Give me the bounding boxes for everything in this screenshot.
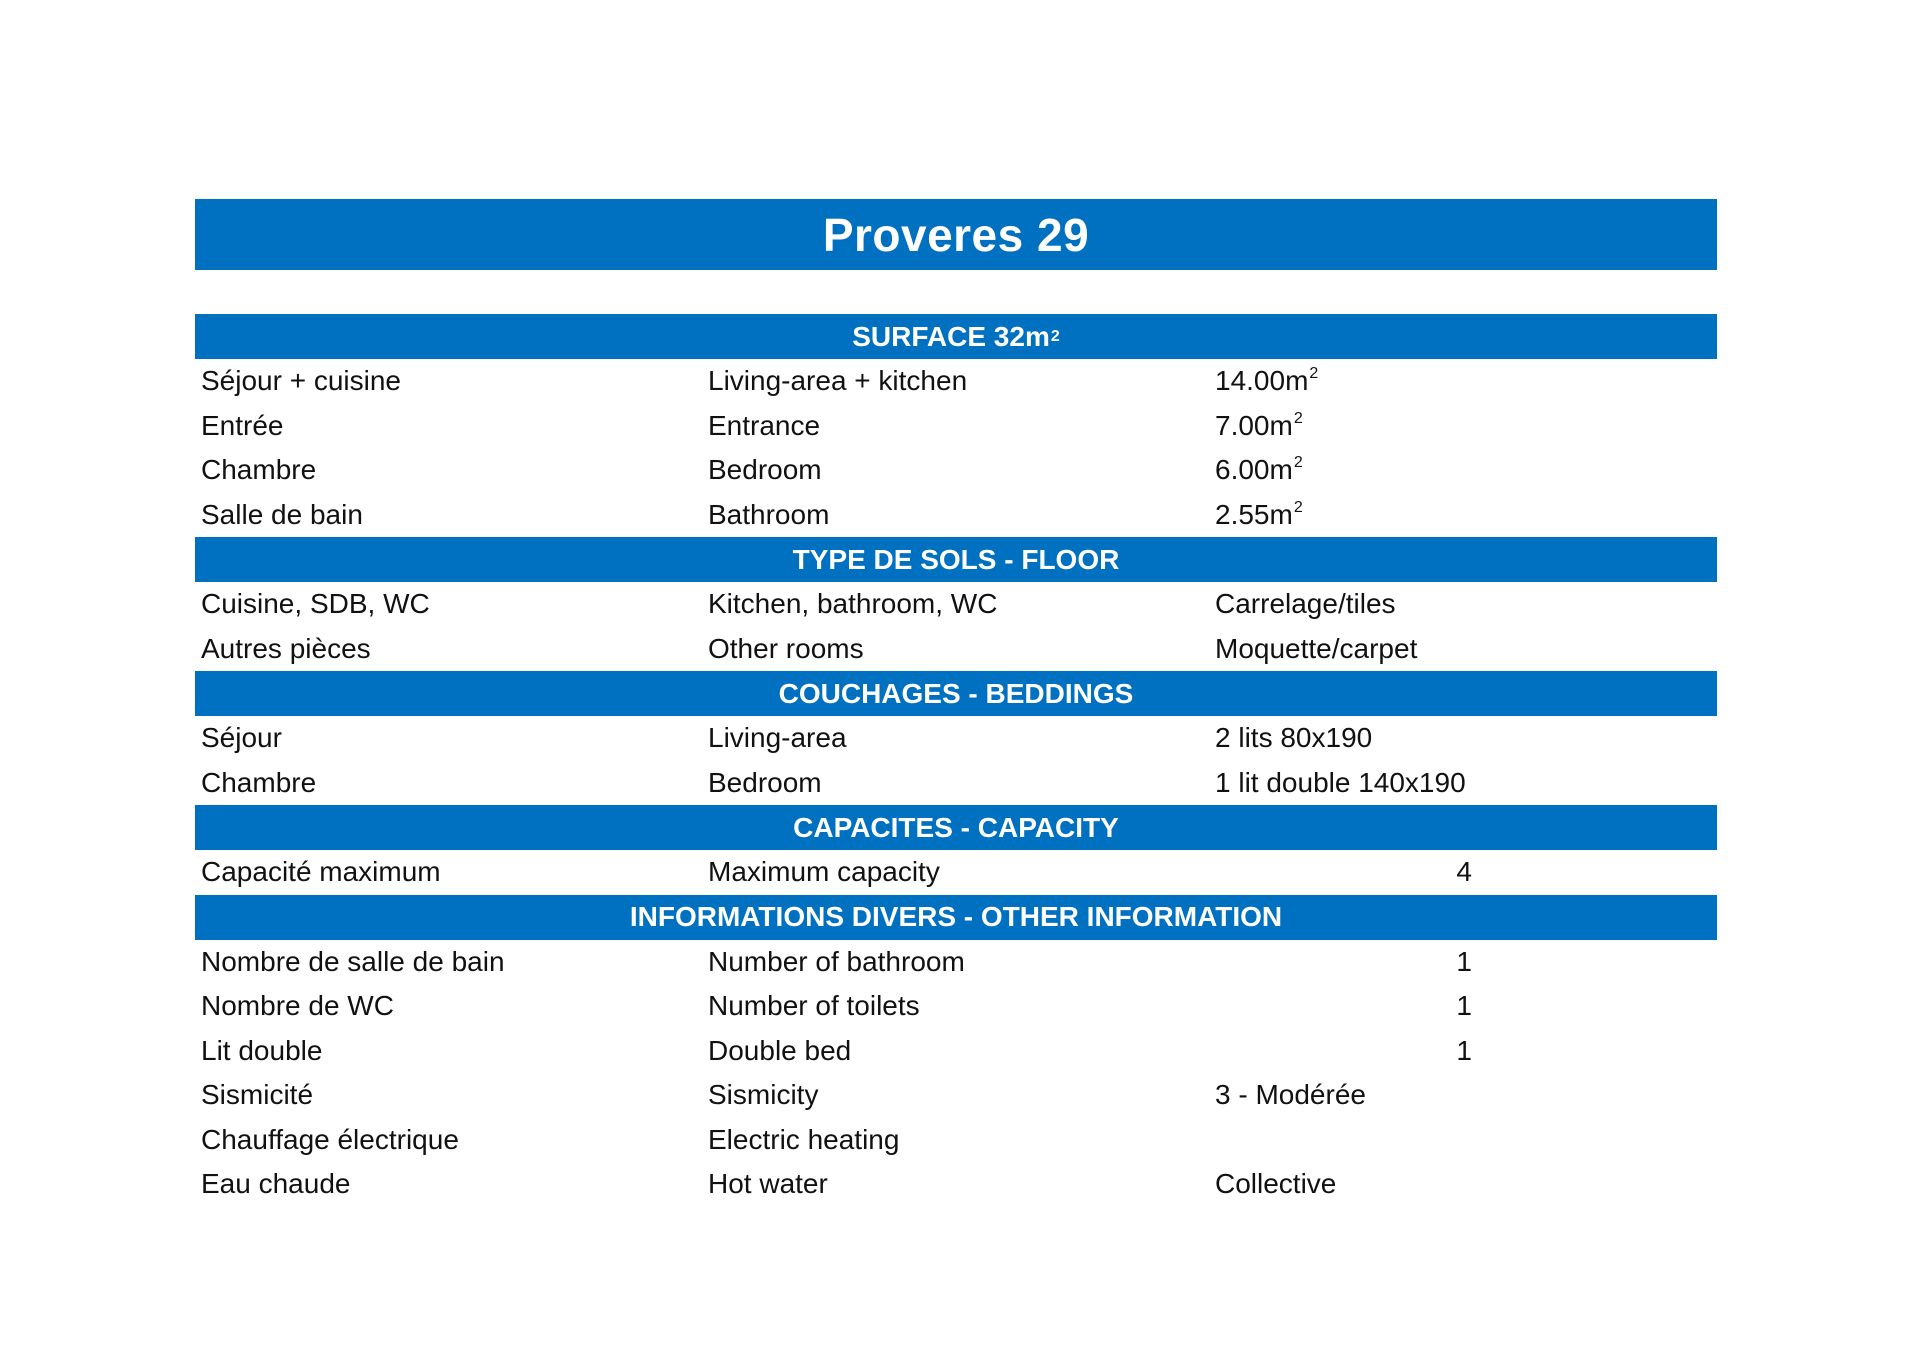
label-en: Living-area + kitchen <box>708 365 968 397</box>
label-en: Sismicity <box>708 1079 819 1111</box>
table-row <box>195 582 1717 627</box>
section-heading-text: COUCHAGES - BEDDINGS <box>778 677 1134 709</box>
value-cell <box>1209 410 1717 442</box>
value-text: 1 <box>1456 990 1472 1022</box>
value-cell <box>1209 1168 1717 1200</box>
section-heading-text: INFORMATIONS DIVERS - OTHER INFORMATION <box>629 901 1283 932</box>
section-heading <box>195 805 1717 850</box>
label-en: Bathroom <box>708 498 830 530</box>
label-en: Electric heating <box>708 1123 900 1155</box>
value-text: 14.00m <box>1215 365 1309 397</box>
label-fr: Chambre <box>201 766 317 798</box>
section-heading <box>195 537 1717 582</box>
unit-superscript: 2 <box>1293 498 1303 516</box>
section-heading <box>195 314 1717 359</box>
table-row <box>195 1118 1717 1163</box>
title-spacer <box>195 270 1717 314</box>
value-cell <box>1209 767 1717 799</box>
table-row <box>195 716 1717 761</box>
label-fr: Nombre de WC <box>201 990 394 1022</box>
label-fr: Séjour + cuisine <box>201 365 402 397</box>
value-cell <box>1209 588 1717 620</box>
label-en: Bedroom <box>708 454 822 486</box>
page-title-text: Proveres 29 <box>822 208 1090 261</box>
label-fr: Lit double <box>201 1034 323 1066</box>
value-text: Carrelage/tiles <box>1215 588 1396 620</box>
label-fr: Entrée <box>201 409 284 441</box>
value-cell <box>1209 990 1717 1022</box>
value-text: 1 <box>1456 1034 1472 1066</box>
label-en: Number of bathroom <box>708 945 965 977</box>
table-row <box>195 627 1717 672</box>
table-row <box>195 359 1717 404</box>
label-en: Kitchen, bathroom, WC <box>708 588 998 620</box>
value-text: 4 <box>1456 856 1472 888</box>
table-row <box>195 404 1717 449</box>
value-text: 1 <box>1456 945 1472 977</box>
value-text: 1 lit double 140x190 <box>1215 766 1466 798</box>
property-sheet <box>195 199 1717 1207</box>
label-fr: Salle de bain <box>201 498 363 530</box>
table-row <box>195 1029 1717 1074</box>
value-text: 3 - Modérée <box>1215 1079 1366 1111</box>
section-heading-text: SURFACE 32m <box>852 320 1050 352</box>
value-cell <box>1209 1079 1717 1111</box>
value-cell <box>1209 1035 1717 1067</box>
value-text: Moquette/carpet <box>1215 632 1418 664</box>
table-row <box>195 1073 1717 1118</box>
label-en: Living-area <box>708 722 847 754</box>
table-row <box>195 761 1717 806</box>
table-row <box>195 448 1717 493</box>
label-en: Double bed <box>708 1034 852 1066</box>
value-text: Collective <box>1215 1168 1337 1200</box>
section-heading-text: TYPE DE SOLS - FLOOR <box>792 543 1120 575</box>
section-heading <box>195 671 1717 716</box>
label-fr: Autres pièces <box>201 632 371 664</box>
section-heading-superscript: 2 <box>1050 327 1060 345</box>
label-fr: Cuisine, SDB, WC <box>201 588 430 620</box>
value-cell <box>1209 946 1717 978</box>
section-heading-text: CAPACITES - CAPACITY <box>793 811 1119 843</box>
unit-superscript: 2 <box>1293 409 1303 427</box>
label-fr: Chambre <box>201 454 317 486</box>
label-en: Maximum capacity <box>708 856 940 888</box>
section-heading <box>195 895 1717 940</box>
value-cell <box>1209 856 1717 888</box>
label-fr: Capacité maximum <box>201 856 441 888</box>
sections-container <box>195 314 1717 1207</box>
value-text: 2.55m <box>1215 498 1293 530</box>
table-row <box>195 850 1717 895</box>
page-title <box>195 199 1717 270</box>
value-text: 7.00m <box>1215 409 1293 441</box>
value-text: 6.00m <box>1215 454 1293 486</box>
value-cell <box>1209 365 1717 397</box>
table-row <box>195 984 1717 1029</box>
table-row <box>195 1162 1717 1207</box>
label-fr: Eau chaude <box>201 1168 351 1200</box>
label-en: Bedroom <box>708 766 822 798</box>
value-cell <box>1209 499 1717 531</box>
label-fr: Séjour <box>201 722 282 754</box>
value-cell <box>1209 722 1717 754</box>
label-en: Entrance <box>708 409 821 441</box>
label-en: Other rooms <box>708 632 864 664</box>
value-cell <box>1209 454 1717 486</box>
label-fr: Sismicité <box>201 1079 314 1111</box>
table-row <box>195 493 1717 538</box>
value-cell <box>1209 633 1717 665</box>
table-row <box>195 940 1717 985</box>
unit-superscript: 2 <box>1293 454 1303 472</box>
value-text: 2 lits 80x190 <box>1215 722 1373 754</box>
label-fr: Nombre de salle de bain <box>201 945 505 977</box>
label-en: Hot water <box>708 1168 828 1200</box>
unit-superscript: 2 <box>1309 365 1319 383</box>
label-en: Number of toilets <box>708 990 920 1022</box>
label-fr: Chauffage électrique <box>201 1123 459 1155</box>
